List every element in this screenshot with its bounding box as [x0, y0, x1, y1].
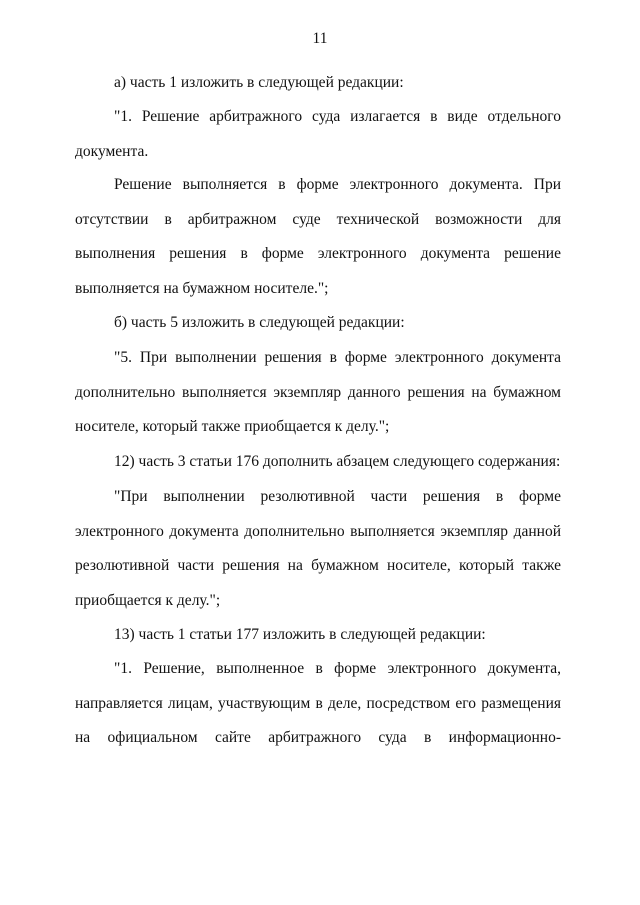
paragraph-item-a: а) часть 1 изложить в следующей редакции:: [114, 74, 404, 91]
paragraph-item-12: 12) часть 3 статьи 176 дополнить абзацем следующего содержания:: [114, 453, 561, 470]
paragraph-part-1-177-text: "1. Решение, выполненное в форме электронного документа, направляется лицам, участвующим в деле, посредством его размещения на официальном сайте арбитражного суда в информационно-: [75, 660, 561, 746]
paragraph-operative-part: "При выполнении резолютивной части решения в форме электронного документа дополнительно выполняется экземпляр данной резолютивной части решения на бумажном носителе, который также приобщается к делу.";: [75, 488, 561, 609]
paragraph-item-13: 13) часть 1 статьи 177 изложить в следующей редакции:: [114, 626, 486, 643]
paragraph-part-5-text: "5. При выполнении решения в форме электронного документа дополнительно выполняется экземпляр данного решения на бумажном носителе, который также приобщается к делу.";: [75, 349, 561, 435]
paragraph-electronic-form: Решение выполняется в форме электронного документа. При отсутствии в арбитражном суде технической возможности для выполнения решения в форме электронного документа решение выполняется на бумажном носителе.";: [75, 176, 561, 297]
paragraph-item-b: б) часть 5 изложить в следующей редакции:: [114, 314, 405, 331]
page-number: 11: [312, 30, 328, 47]
paragraph-part-1-text: "1. Решение арбитражного суда излагается в виде отдельного документа.: [75, 108, 561, 160]
